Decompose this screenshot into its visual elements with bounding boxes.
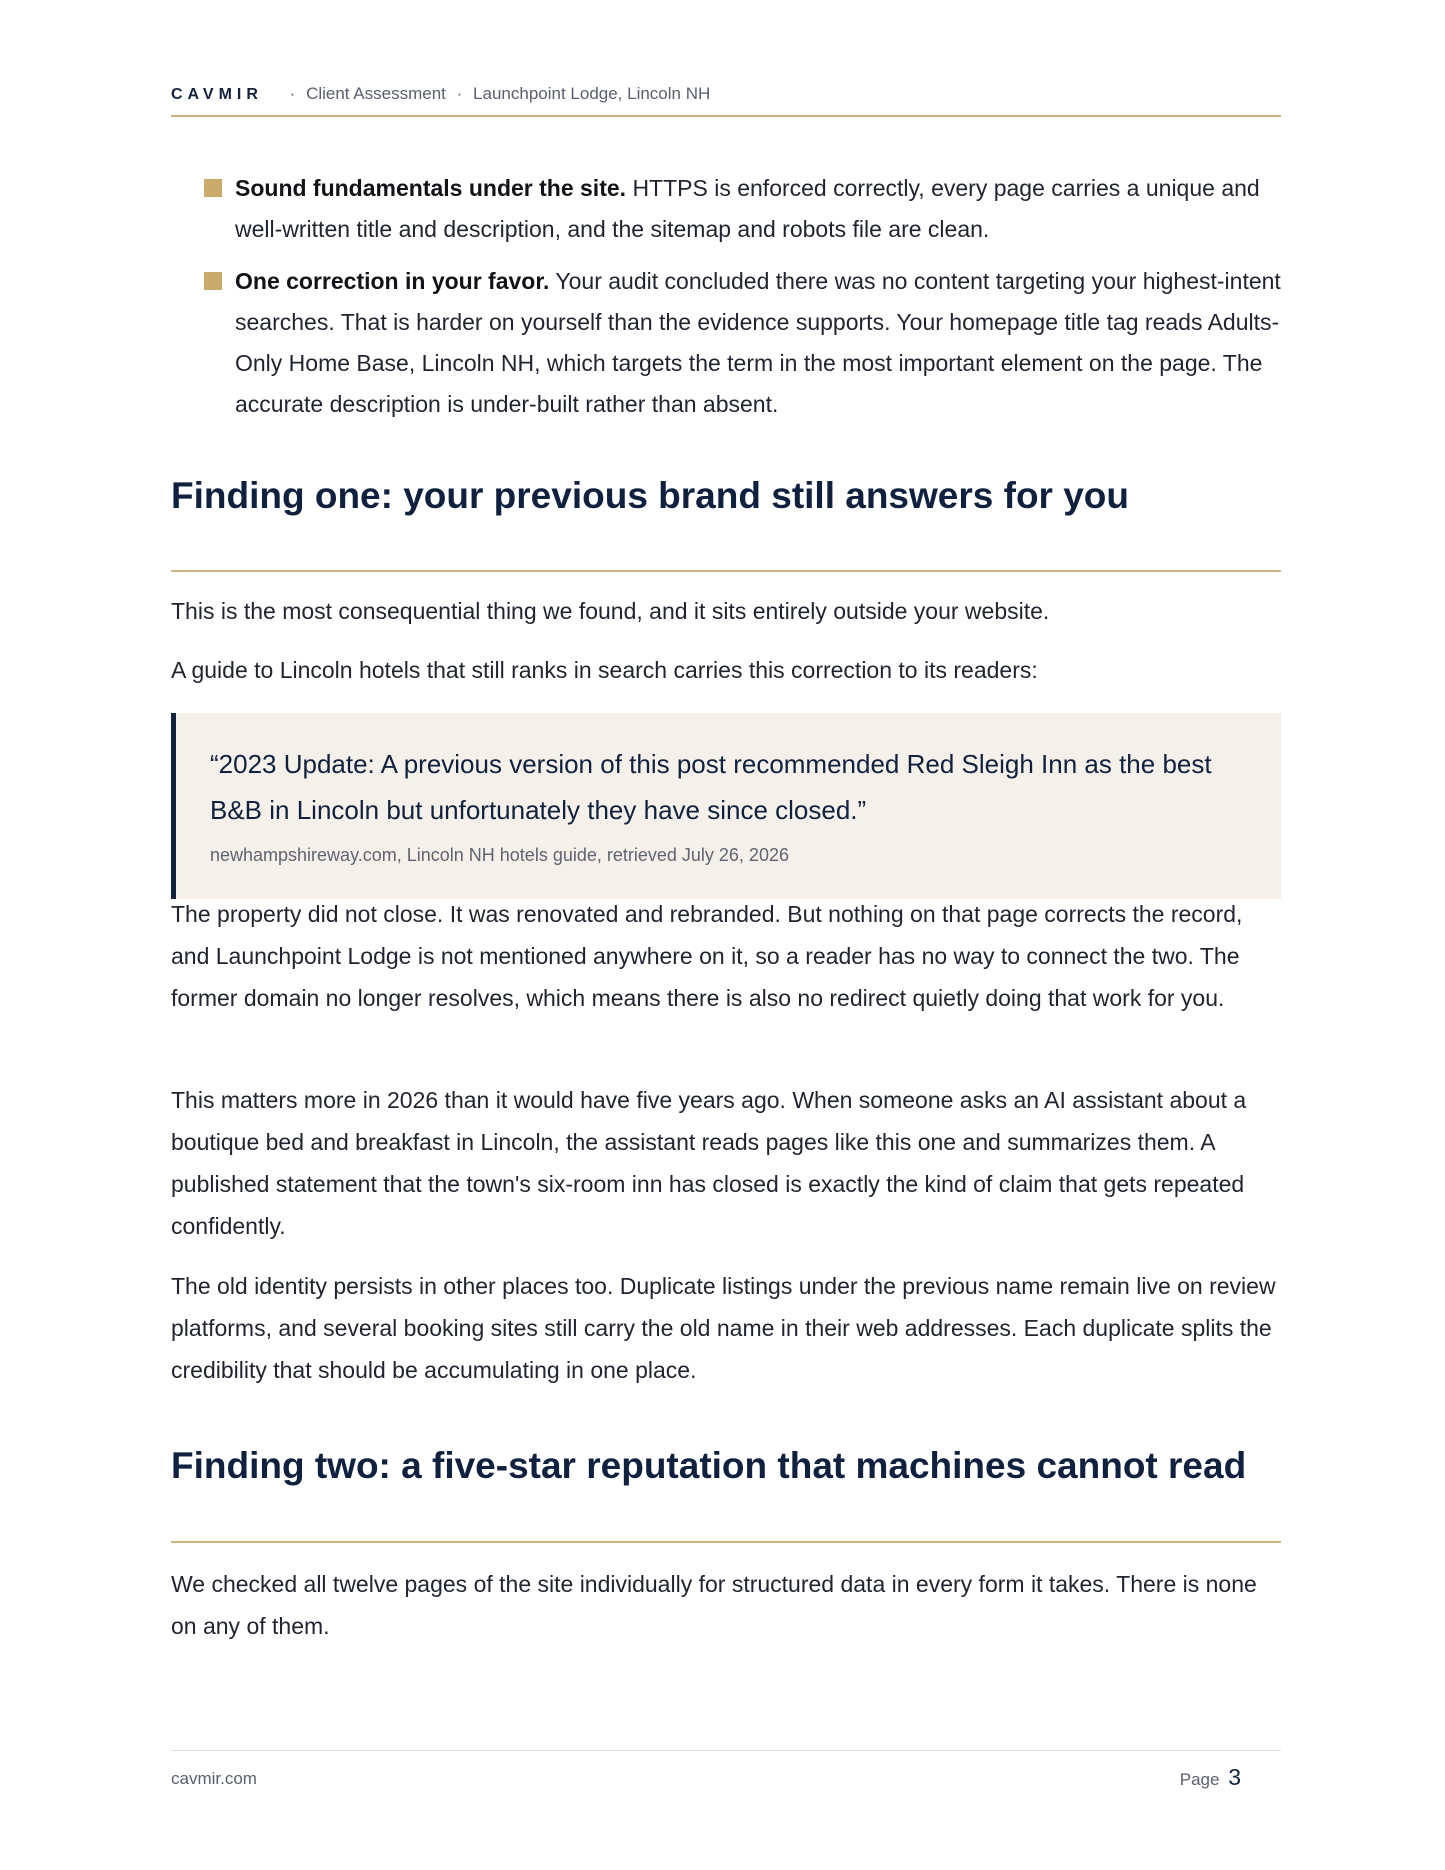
square-bullet-icon (204, 272, 222, 290)
footer-site: cavmir.com (171, 1769, 257, 1788)
quote-source: newhampshireway.com, Lincoln NH hotels guide, retrieved July 26, 2026 (210, 845, 789, 865)
finding-one-paragraph: This matters more in 2026 than it would have five years ago. When someone asks an AI assistant about a boutique bed and breakfast in Lincoln, the assistant reads pages like this one and summarizes them. A published statement that the town's six-room inn has closed is exactly the kind of claim that gets repeated confidently. (171, 1087, 1247, 1239)
bullet-lead: One correction in your favor. (235, 268, 550, 294)
page-label: Page (1179, 1770, 1220, 1789)
running-header (171, 84, 1281, 104)
bullet-lead: Sound fundamentals under the site. (235, 175, 627, 201)
bullet-list (204, 168, 1281, 436)
section-divider (171, 570, 1281, 572)
page-number: 3 (1228, 1764, 1241, 1790)
document-type: Client Assessment (306, 84, 446, 103)
bullet-item (204, 168, 1281, 250)
footer-divider (171, 1750, 1281, 1751)
bullet-text: HTTPS is enforced correctly, every page carries a unique and well-written title and description, and the sitemap and robots file are clean. (235, 175, 1260, 242)
finding-one-intro: This is the most consequential thing we found, and it sits entirely outside your website. (171, 598, 1050, 624)
finding-one-lead-in: A guide to Lincoln hotels that still ranks in search carries this correction to its readers: (171, 657, 1038, 683)
finding-two-heading: Finding two: a five-star reputation that machines cannot read (171, 1445, 1247, 1486)
bullet-item (204, 261, 1281, 425)
finding-one-paragraph: The old identity persists in other places too. Duplicate listings under the previous name remain live on review platforms, and several booking sites still carry the old name in their web addresses. Each duplicate splits the credibility that should be accumulating in one place. (171, 1273, 1276, 1383)
finding-one-heading: Finding one: your previous brand still answers for you (171, 475, 1130, 516)
bullet-text: Your audit concluded there was no content targeting your highest-intent searches. That is harder on yourself than the evidence supports. Your homepage title tag reads Adults-Only Home Base, Lincoln NH, which targets the term in the most important element on the page. The accurate description is under-built rather than absent. (235, 268, 1281, 417)
quote-text: “2023 Update: A previous version of this post recommended Red Sleigh Inn as the best B&B in Lincoln but unfortunately they have since closed.” (210, 749, 1212, 825)
header-divider (171, 115, 1281, 117)
client-name: Launchpoint Lodge, Lincoln NH (473, 84, 711, 103)
section-divider (171, 1541, 1281, 1543)
header-separator: · (289, 84, 296, 103)
brand-name: CAVMIR (171, 86, 263, 103)
finding-two-paragraph: We checked all twelve pages of the site individually for structured data in every form it takes. There is none on any of them. (171, 1571, 1257, 1639)
header-separator: · (456, 84, 463, 103)
document-page (171, 0, 1281, 1870)
finding-one-paragraph: The property did not close. It was renovated and rebranded. But nothing on that page corrects the record, and Launchpoint Lodge is not mentioned anywhere on it, so a reader has no way to connect the two. The former domain no longer resolves, which means there is also no redirect quietly doing that work for you. (171, 901, 1243, 1011)
square-bullet-icon (204, 179, 222, 197)
pull-quote (171, 713, 1281, 899)
page-indicator (1180, 1764, 1241, 1791)
